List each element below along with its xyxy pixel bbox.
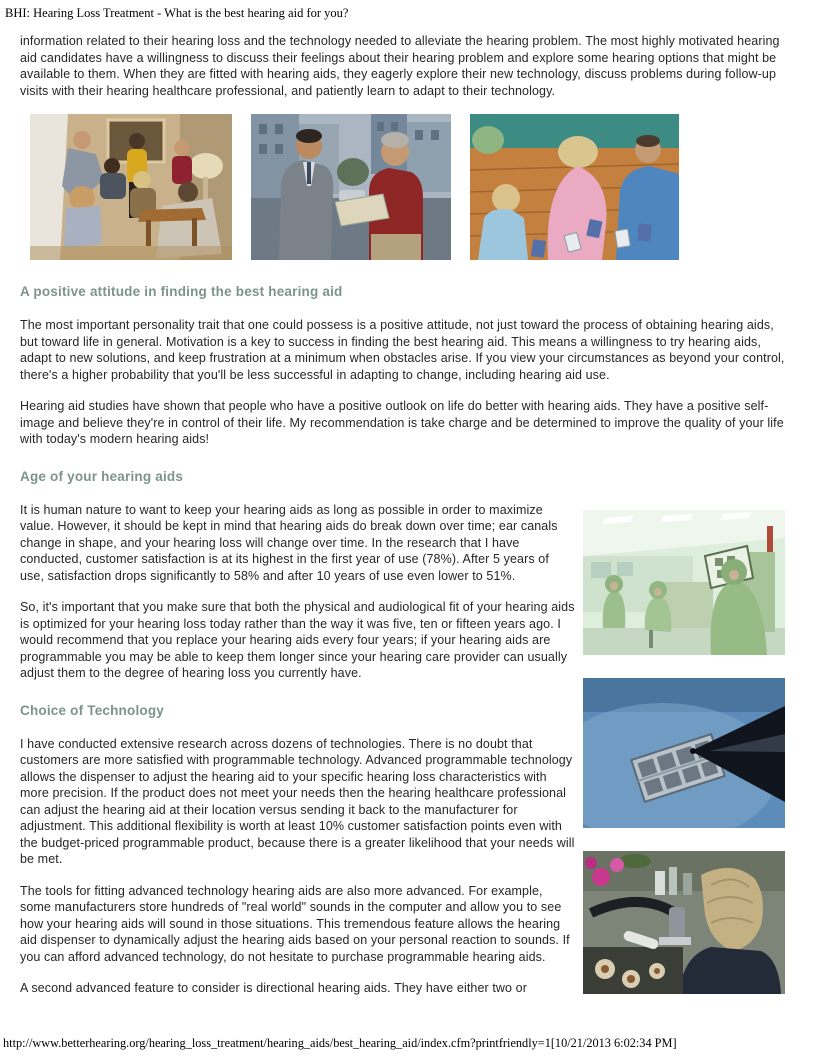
sidebar-image-column	[583, 510, 785, 994]
intro-paragraph: information related to their hearing loss and the technology needed to alleviate the hearing problem. The most highly motivated hearing aid candidates have a willingness to discuss their feelings about their hearing problem and explore some hearing options that might be available to them. When they are fitted with hearing aids, they eagerly explore their new technology, discuss problems during follow-up visits with their hearing healthcare professional, and patiently learn to adapt to their technology.	[20, 34, 780, 98]
technician-workbench-image	[583, 851, 785, 994]
cleanroom-manufacturing-image	[583, 510, 785, 655]
hearing-aid-microchip-photo	[583, 678, 785, 828]
hearing-aid-microchip-image	[583, 678, 785, 828]
article-content	[20, 33, 795, 1012]
family-playing-cards-photo	[470, 114, 679, 260]
technology-paragraph-1: I have conducted extensive research across dozens of technologies. There is no doubt that customers are more satisfied with programmable technology. Advanced programmable technology allows the dispenser to adjust the hearing aid to your specific hearing loss characteristics with more precision. If the product does not meet your needs then the hearing healthcare professional can adjust the hearing aid at their location versus sending it back to the manufacturer for adjustment. This additional flexibility is worth at least 10% customer satisfaction points even with the budget-priced programmable product, because there is a greater likelihood that your needs will be met.	[20, 736, 575, 866]
family-playing-cards-image	[470, 114, 679, 260]
section-heading-technology: Choice of Technology	[20, 702, 165, 718]
living-room-gathering-image	[30, 114, 232, 260]
age-paragraph-1: It is human nature to want to keep your hearing aids as long as possible in order to maximize value. However, it should be kept in mind that hearing aids do break down over time; ear canals change in shape, and your hearing loss will change over time. In the research that I have conducted, customer satisfaction is at its highest in the first year of use (78%). After 5 years of use, satisfaction drops significantly to 58% and after 10 years of use even lower to 51%.	[20, 502, 558, 583]
positive-attitude-paragraph-2: Hearing aid studies have shown that people who have a positive outlook on life do better with hearing aids. They have a positive self-image and believe they're in control of their life. My recommendation is take charge and be determined to improve the quality of your life with today's modern hearing aids!	[20, 399, 784, 446]
section-heading-positive-attitude: A positive attitude in finding the best hearing aid	[20, 284, 343, 299]
print-footer-url: http://www.betterhearing.org/hearing_loss_treatment/hearing_aids/best_hearing_aid/index.cfm?printfriendly=1[10/21/2013 6:02:34 PM]	[3, 1036, 677, 1050]
photo-row	[30, 114, 795, 260]
street-conversation-photo	[251, 114, 451, 260]
technology-paragraph-3: A second advanced feature to consider is directional hearing aids. They have either two or	[20, 981, 527, 995]
print-header-title: BHI: Hearing Loss Treatment - What is the best hearing aid for you?	[5, 6, 349, 20]
street-conversation-image	[251, 114, 451, 260]
technician-workbench-photo	[583, 851, 785, 994]
positive-attitude-paragraph-1: The most important personality trait that one could possess is a positive attitude, not just toward the process of obtaining hearing aids, but toward life in general. Motivation is a key to success in finding the best hearing aid. This means a willingness to try hearing aids, adapt to new solutions, and keep frustration at a minimum when obstacles arise. If you view your circumstances as beyond your control, there's a higher probability that you'll be less successful in adapting to change, including hearing aid use.	[20, 318, 785, 382]
cleanroom-manufacturing-photo	[583, 510, 785, 655]
technology-paragraph-2: The tools for fitting advanced technology hearing aids are also more advanced. For example, some manufacturers store hundreds of "real world" sounds in the computer and allow you to see how your hearing aids will sound in those situations. This tremendous feature allows the hearing aid dispenser to dynamically adjust the hearing aids based on your personal reaction to sounds. If you can afford advanced technology, do not hesitate to purchase programmable hearing aids.	[20, 883, 570, 964]
living-room-gathering-photo	[30, 114, 232, 260]
age-paragraph-2: So, it's important that you make sure that both the physical and audiological fit of your hearing aids is optimized for your hearing loss today rather than the way it was five, ten or fifteen years ago. I would recommend that you replace your hearing aids every four years; if your hearing aids are programmable you may be able to keep them longer since your hearing care provider can usually adjust them to the degree of hearing loss you currently have.	[20, 600, 575, 680]
section-heading-age: Age of your hearing aids	[20, 468, 184, 484]
